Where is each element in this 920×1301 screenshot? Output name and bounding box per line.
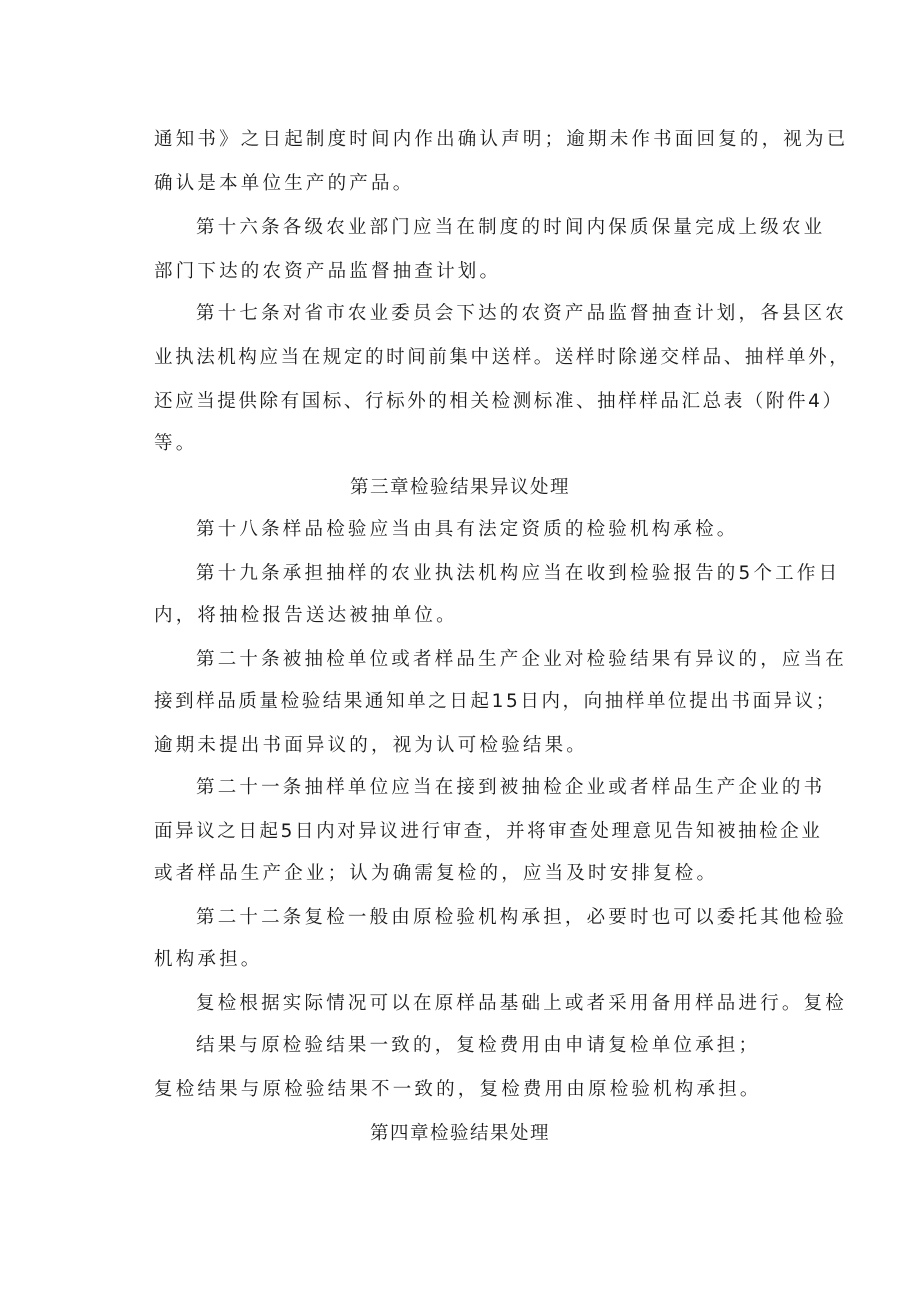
- recheck-paragraph-line: 复检根据实际情况可以在原样品基础上或者采用备用样品进行。复检: [196, 993, 848, 1014]
- text-line: 确认是本单位生产的产品。: [154, 173, 415, 194]
- chapter-4-heading: 第四章检验结果处理: [369, 1123, 550, 1144]
- article-16-line: 第十六条各级农业部门应当在制度的时间内保质保量完成上级农业: [196, 217, 826, 238]
- text-line: 通知书》之日起制度时间内作出确认声明；逾期未作书面回复的，视为已: [154, 129, 849, 150]
- chapter-3-heading: 第三章检验结果异议处理: [349, 477, 570, 498]
- article-18-line: 第十八条样品检验应当由具有法定资质的检验机构承检。: [196, 519, 739, 540]
- article-19-line: 第十九条承担抽样的农业执法机构应当在收到检验报告的5个工作日: [196, 563, 841, 584]
- text-line: 或者样品生产企业；认为确需复检的，应当及时安排复检。: [154, 863, 719, 884]
- text-line: 逾期未提出书面异议的，视为认可检验结果。: [154, 735, 589, 756]
- text-line: 业执法机构应当在规定的时间前集中送样。送样时除递交样品、抽样单外，: [154, 347, 851, 368]
- text-line: 接到样品质量检验结果通知单之日起15日内，向抽样单位提出书面异议；: [154, 691, 837, 712]
- article-22-line: 第二十二条复检一般由原检验机构承担，必要时也可以委托其他检验: [196, 907, 848, 928]
- article-17-line: 第十七条对省市农业委员会下达的农资产品监督抽查计划，各县区农: [196, 303, 848, 324]
- text-line: 面异议之日起5日内对异议进行审查，并将审查处理意见告知被抽检企业: [154, 821, 823, 842]
- text-line: 机构承担。: [154, 949, 263, 970]
- text-line: 部门下达的农资产品监督抽查计划。: [154, 261, 502, 282]
- text-line: 结果与原检验结果一致的，复检费用由申请复检单位承担；: [196, 1035, 761, 1056]
- article-20-line: 第二十条被抽检单位或者样品生产企业对检验结果有异议的，应当在: [196, 649, 848, 670]
- text-line: 等。: [154, 433, 198, 454]
- article-21-line: 第二十一条抽样单位应当在接到被抽检企业或者样品生产企业的书: [196, 777, 826, 798]
- text-line: 复检结果与原检验结果不一致的，复检费用由原检验机构承担。: [154, 1079, 762, 1100]
- text-line: 内，将抽检报告送达被抽单位。: [154, 605, 458, 626]
- text-line: 还应当提供除有国标、行标外的相关检测标准、抽样样品汇总表（附件4）: [154, 391, 844, 412]
